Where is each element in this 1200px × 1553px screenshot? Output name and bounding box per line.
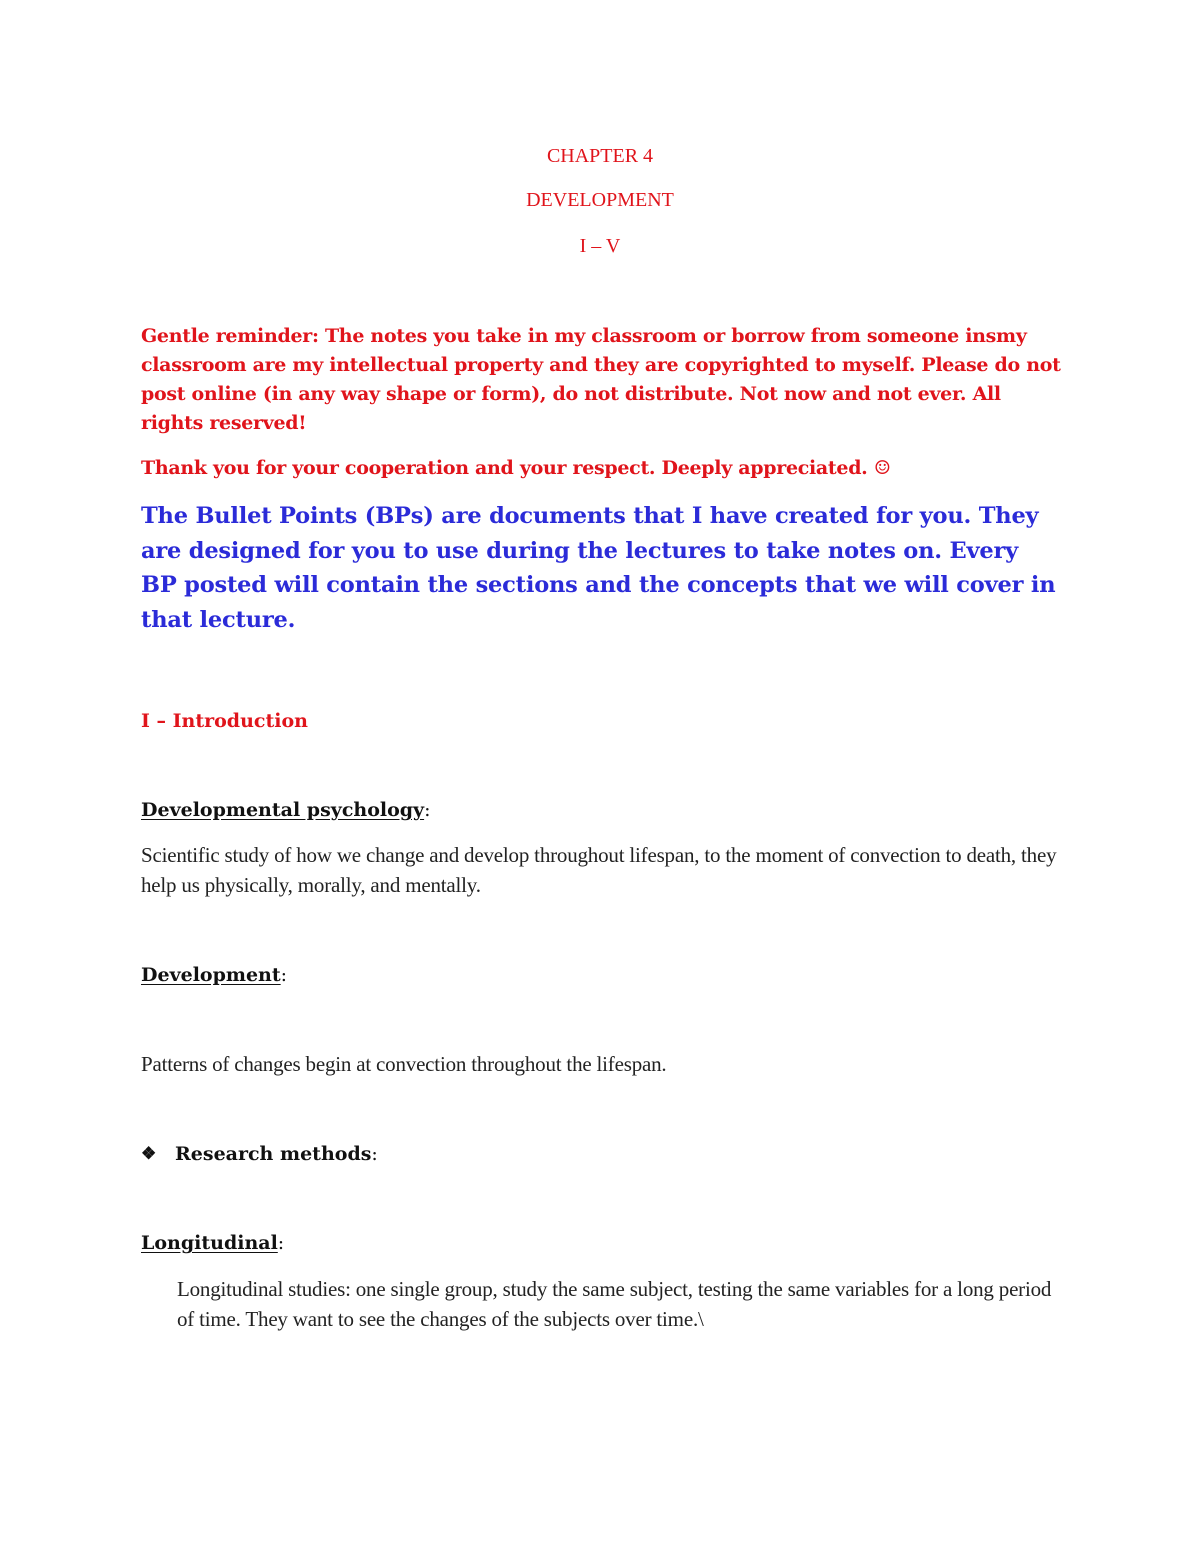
definition-longitudinal: Longitudinal studies: one single group, study the same subject, testing the same variables for a long period of time. They want to see the changes of the subjects over time.\: [177, 1277, 1052, 1331]
term-label: Longitudinal: [141, 1232, 278, 1254]
term-label: Developmental psychology: [141, 799, 425, 821]
research-methods-label: Research methods: [175, 1143, 372, 1165]
bullet-points-note: The Bullet Points (BPs) are documents that I have created for you. They are designed for you to use during the lectures to take notes on. Every BP posted will contain the sections and the concepts that we will cover in that lecture.: [141, 503, 1056, 633]
term-developmental-psychology: [141, 797, 1061, 823]
diamond-bullet-icon: ❖: [141, 1144, 157, 1164]
term-longitudinal: [141, 1230, 1061, 1256]
chapter-title: DEVELOPMENT: [526, 189, 674, 211]
term-colon: :: [277, 1232, 285, 1254]
term-colon: :: [371, 1143, 378, 1165]
definition-development: Patterns of changes begin at convection throughout the lifespan.: [141, 1052, 667, 1076]
section-heading-introduction: I – Introduction: [141, 710, 308, 732]
chapter-number: CHAPTER 4: [546, 145, 654, 167]
term-development: [141, 962, 1061, 988]
term-colon: :: [424, 799, 431, 821]
smiley-icon: ☺: [873, 457, 891, 479]
thank-you-line: [141, 454, 1061, 483]
thank-you-text: Thank you for your cooperation and your respect. Deeply appreciated.: [141, 457, 868, 479]
research-methods-heading: [141, 1141, 1061, 1167]
term-colon: :: [280, 964, 288, 986]
copyright-reminder: Gentle reminder: The notes you take in my classroom or borrow from someone insmy classroom are my intellectual property and they are copyrighted to myself. Please do not post online (in any way shape or form), do not distribute. Not now and not ever. All rights reserved!: [141, 325, 1061, 434]
definition-developmental-psychology: Scientific study of how we change and develop throughout lifespan, to the moment of convection to death, they help us physically, morally, and mentally.: [141, 843, 1057, 897]
term-label: Development: [141, 964, 281, 986]
chapter-range: I – V: [579, 235, 621, 257]
